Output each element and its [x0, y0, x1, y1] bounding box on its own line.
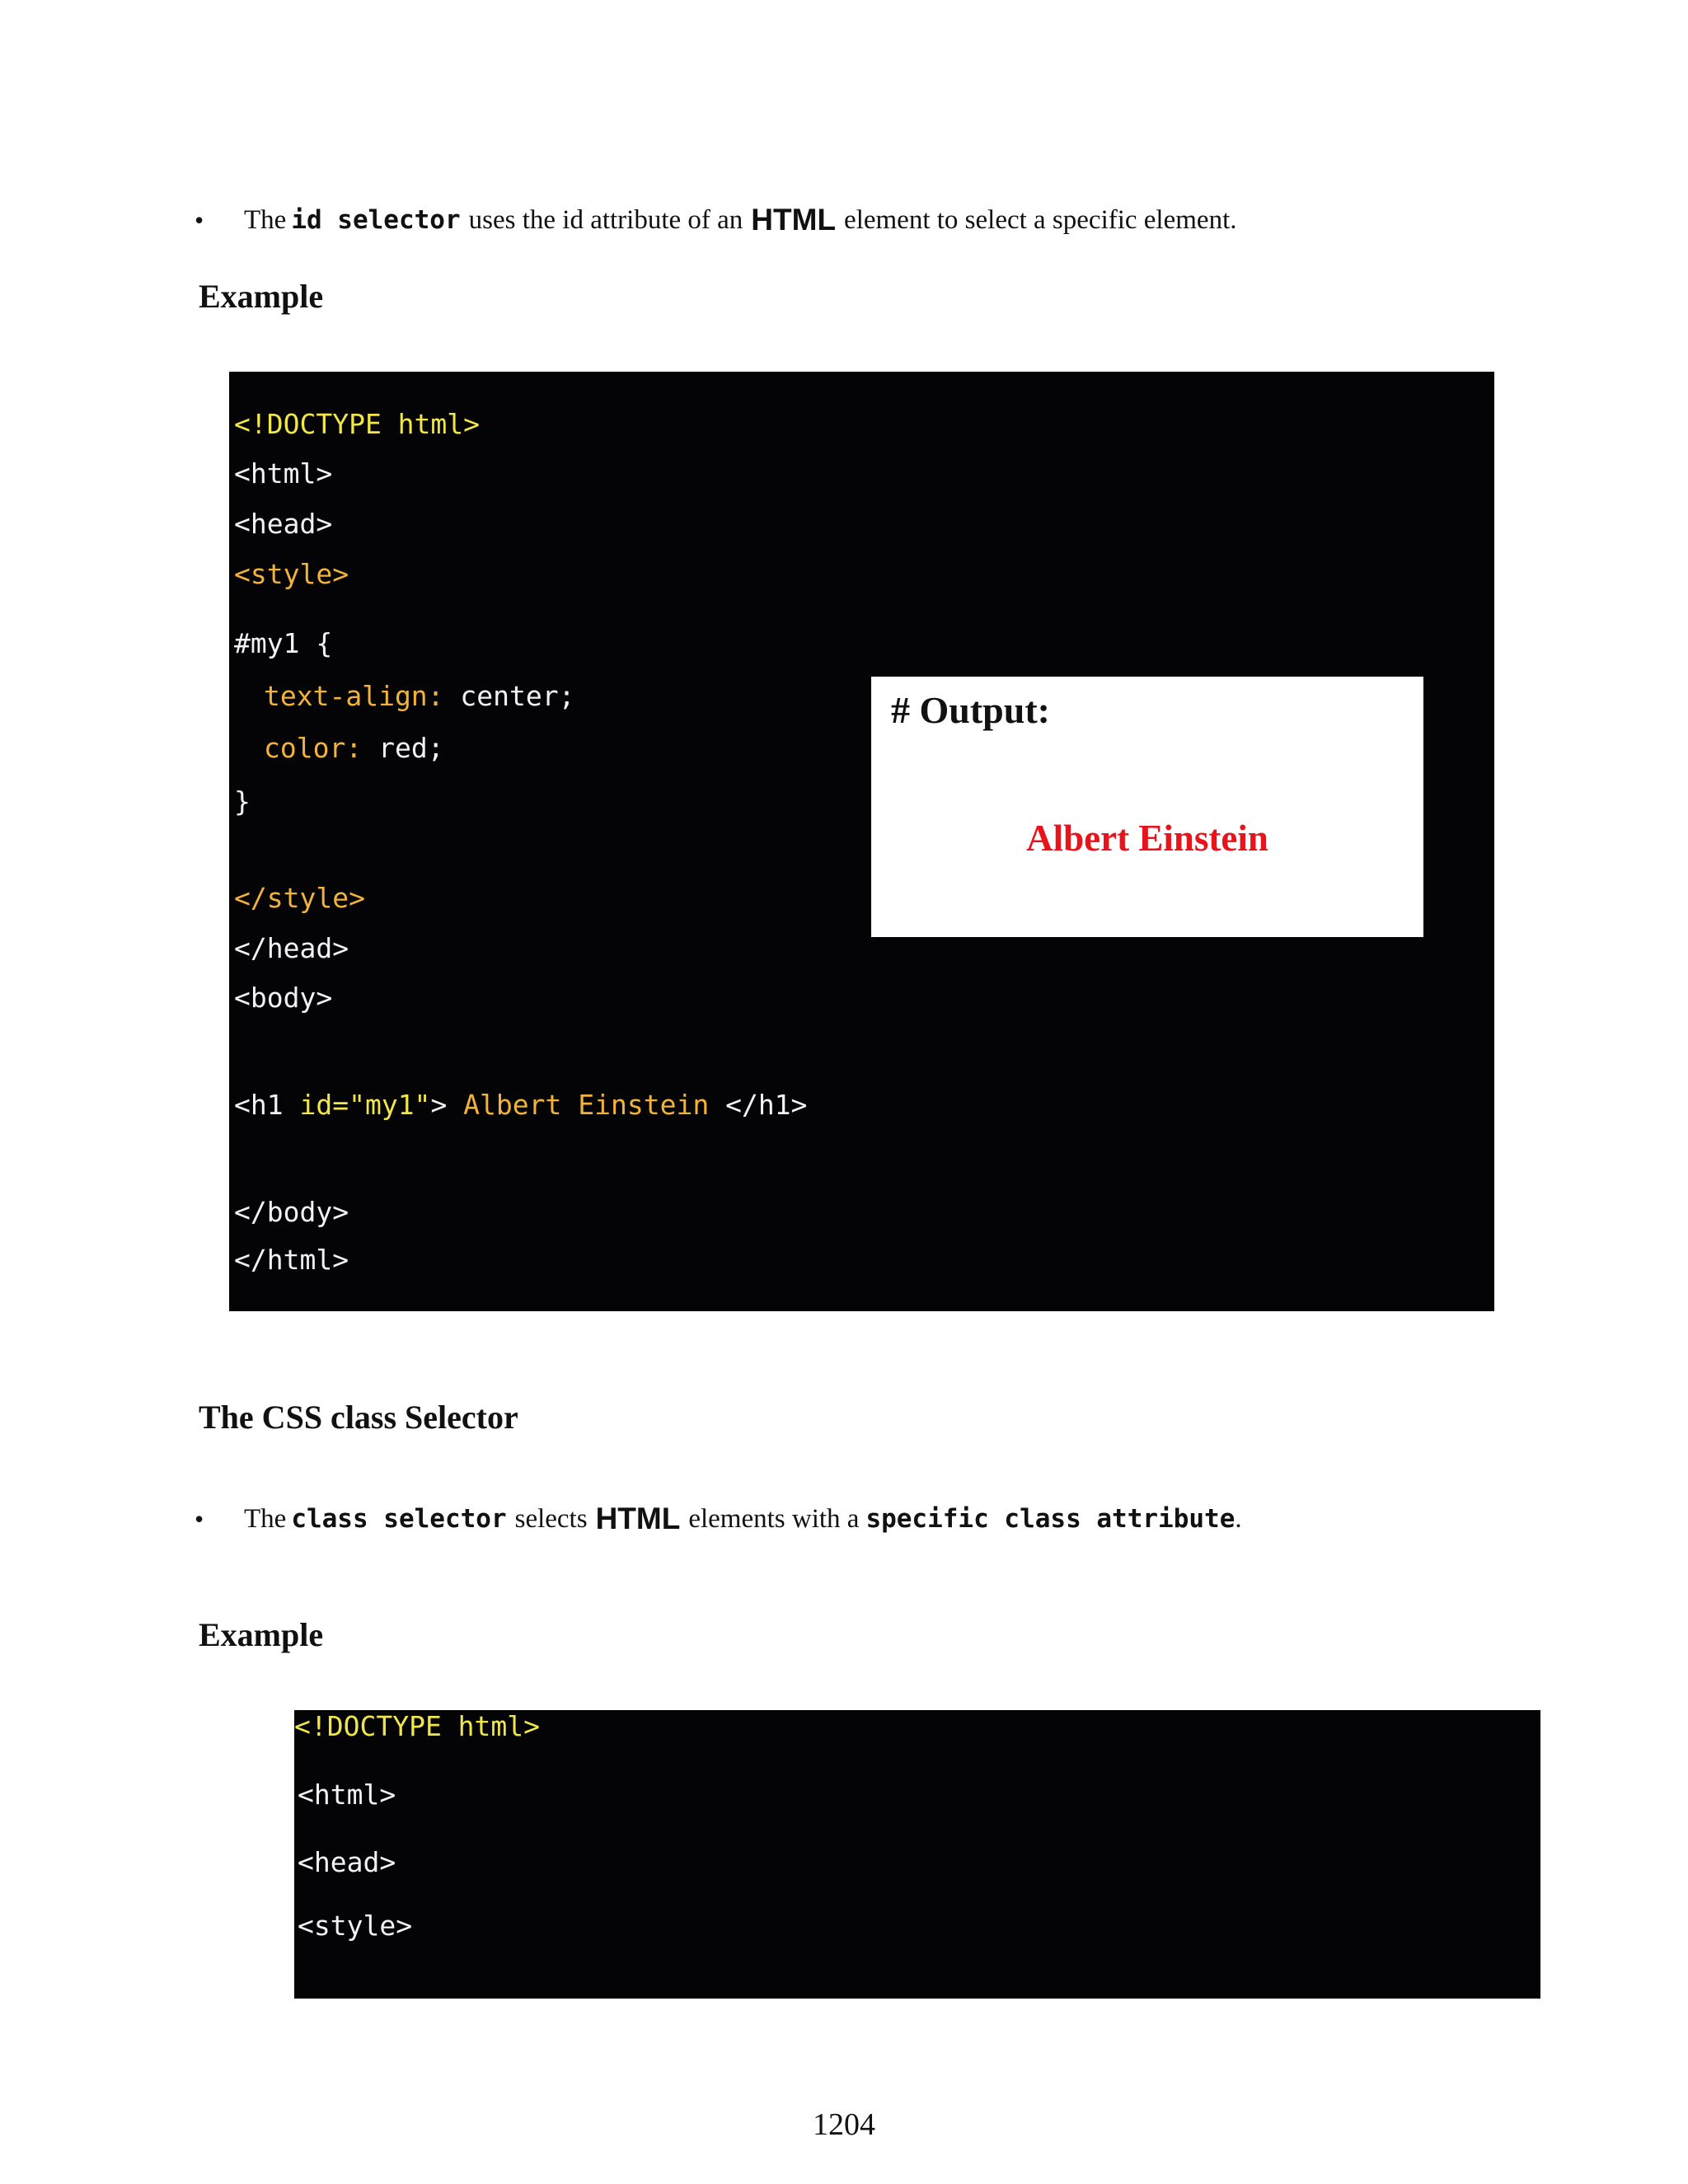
- intro-text-3: element to select a specific element.: [844, 204, 1237, 235]
- code1-h1-text: Albert Einstein: [447, 1089, 726, 1121]
- code1-line-text-align: [264, 680, 575, 712]
- section-heading-class-selector: The CSS class Selector: [199, 1399, 518, 1436]
- intro-text-1: The: [244, 204, 287, 235]
- example-heading-1: Example: [199, 278, 324, 315]
- code1-prop-text-align: text-align:: [264, 680, 444, 712]
- code1-val-center: center;: [443, 680, 575, 712]
- code1-prop-color: color:: [264, 732, 363, 764]
- class-text-1: The: [244, 1503, 287, 1534]
- code1-line-close-head: </head>: [234, 932, 349, 964]
- intro-bullet-line: [195, 203, 1237, 237]
- code1-line-selector: #my1 {: [234, 627, 333, 659]
- output-title: # Output:: [891, 689, 1050, 731]
- class-text-3: elements with a: [688, 1503, 860, 1534]
- class-text-2: selects: [514, 1503, 588, 1534]
- code1-line-style: <style>: [234, 558, 349, 590]
- code1-line-doctype: <!DOCTYPE html>: [234, 408, 481, 440]
- code1-line-close-body: </body>: [234, 1196, 349, 1228]
- code1-line-close-html: </html>: [234, 1244, 349, 1276]
- bullet-icon: •: [195, 1503, 204, 1534]
- code1-val-red: red;: [362, 732, 444, 764]
- code1-h1-close: </h1>: [725, 1089, 808, 1121]
- code-block-2: [294, 1710, 1540, 1999]
- code1-line-close-style: </style>: [234, 882, 365, 914]
- code1-line-color: [264, 732, 444, 764]
- code1-line-close-brace: }: [234, 785, 251, 818]
- code1-line-body: <body>: [234, 982, 333, 1014]
- code1-h1-open: <h1: [234, 1089, 300, 1121]
- code2-line-head: <head>: [298, 1846, 396, 1878]
- intro-html-word: HTML: [751, 203, 837, 237]
- code1-line-h1: [234, 1089, 807, 1121]
- class-code-specific-class-attribute: specific class attribute: [865, 1504, 1236, 1534]
- intro-code-id-selector: id selector: [291, 205, 461, 235]
- code1-h1-gt: >: [430, 1089, 448, 1121]
- class-bullet-line: [195, 1502, 1242, 1536]
- class-code-class-selector: class selector: [291, 1504, 507, 1534]
- example-heading-2: Example: [199, 1616, 324, 1653]
- output-panel: [871, 677, 1423, 937]
- code2-line-style: <style>: [298, 1910, 413, 1942]
- code1-line-html: <html>: [234, 457, 333, 490]
- page-number: 1204: [813, 2107, 875, 2142]
- intro-text-2: uses the id attribute of an: [468, 204, 743, 235]
- code1-h1-attr: id="my1": [299, 1089, 431, 1121]
- code1-line-head: <head>: [234, 508, 333, 540]
- class-text-4: .: [1235, 1503, 1242, 1534]
- class-html-word: HTML: [595, 1502, 681, 1535]
- output-heading-albert-einstein: Albert Einstein: [1026, 818, 1268, 859]
- code2-line-doctype: <!DOCTYPE html>: [294, 1710, 541, 1742]
- bullet-icon: •: [195, 204, 204, 235]
- code2-line-html: <html>: [298, 1779, 396, 1811]
